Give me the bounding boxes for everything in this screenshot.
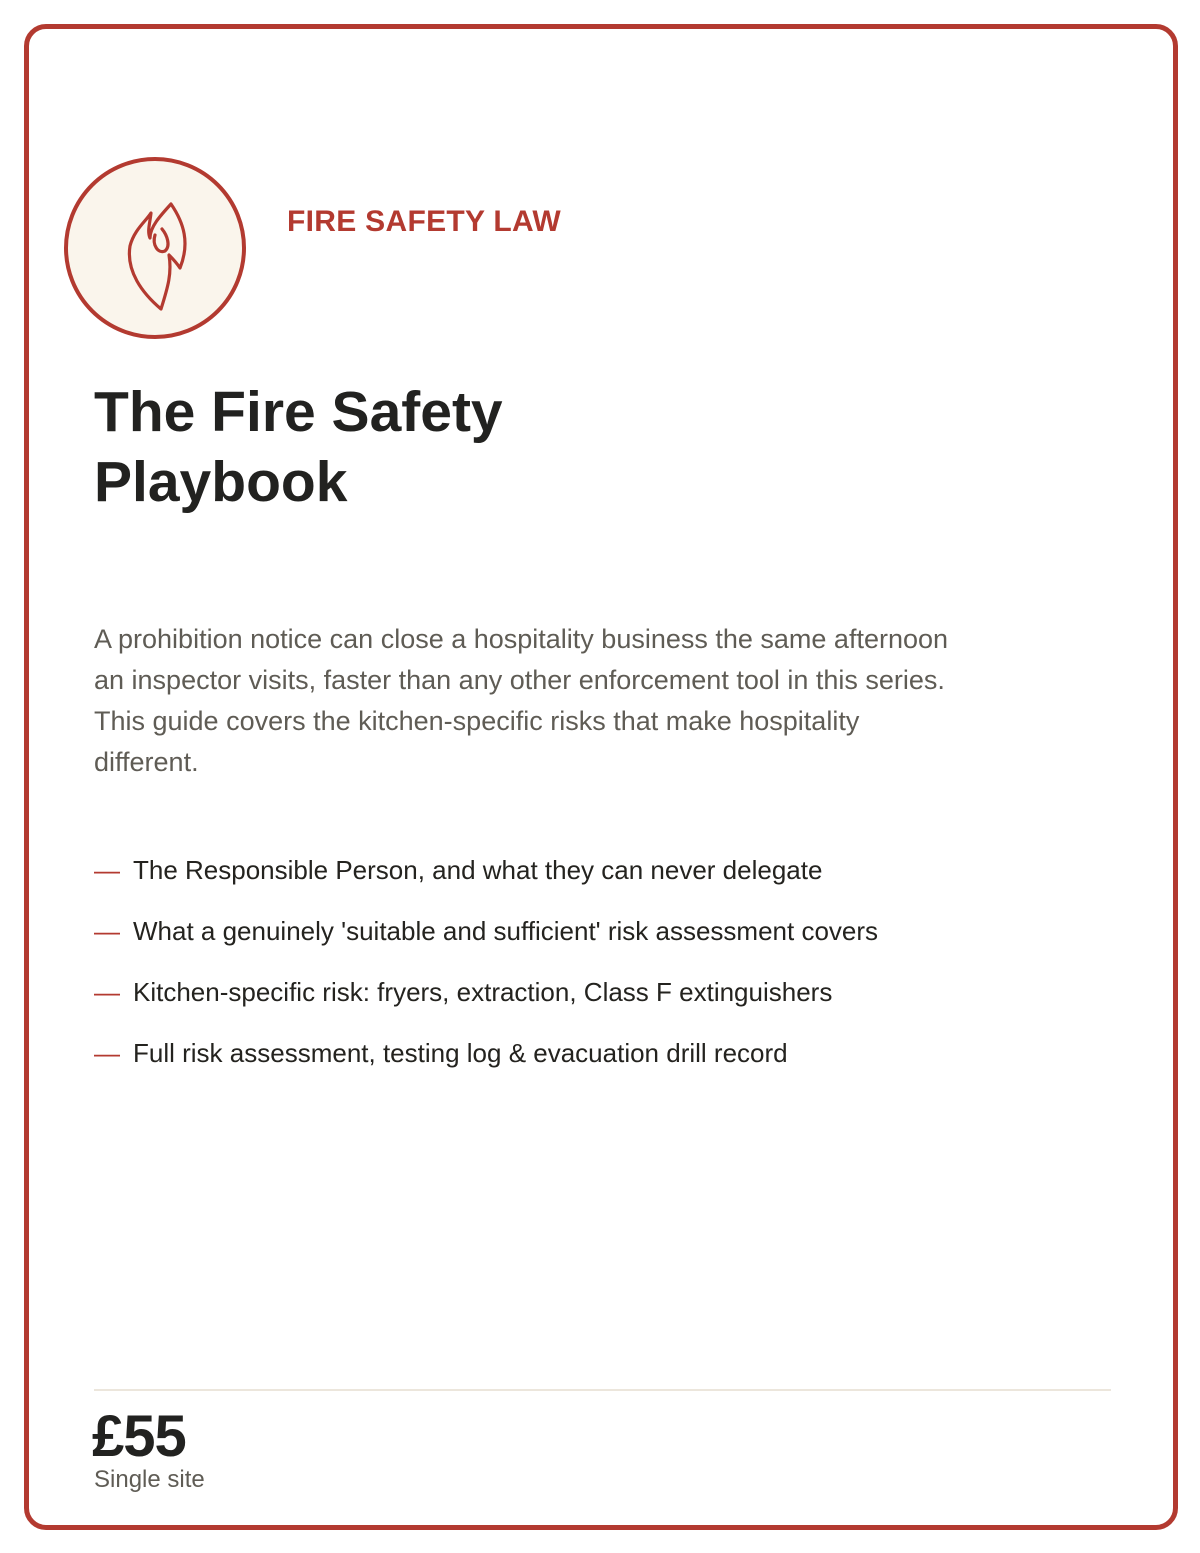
feature-list (94, 852, 954, 1096)
product-title: The Fire Safety Playbook (94, 380, 503, 514)
product-card (24, 24, 1178, 1530)
feature-text: Full risk assessment, testing log & evacuation drill record (133, 1038, 788, 1068)
category-label: FIRE SAFETY LAW (287, 205, 561, 238)
feature-item (94, 1035, 954, 1071)
feature-item (94, 913, 954, 949)
dash-marker: — (94, 855, 120, 885)
product-description: A prohibition notice can close a hospitality business the same afternoon an inspector visits, faster than any other enforcement tool in this series. This guide covers the kitchen-specific risks that make hospitality different. (94, 624, 949, 777)
dash-marker: — (94, 1038, 120, 1068)
dash-marker: — (94, 977, 120, 1007)
feature-text: What a genuinely 'suitable and sufficient' risk assessment covers (133, 916, 879, 946)
price: £55 (92, 1404, 186, 1469)
dash-marker: — (94, 916, 120, 946)
feature-item (94, 974, 954, 1010)
product-badge (64, 157, 246, 339)
feature-text: Kitchen-specific risk: fryers, extraction, Class F extinguishers (133, 977, 833, 1007)
price-note: Single site (94, 1466, 205, 1493)
feature-item (94, 852, 954, 888)
flame-icon (68, 161, 242, 335)
divider (94, 1389, 1111, 1391)
feature-text: The Responsible Person, and what they can never delegate (133, 855, 823, 885)
